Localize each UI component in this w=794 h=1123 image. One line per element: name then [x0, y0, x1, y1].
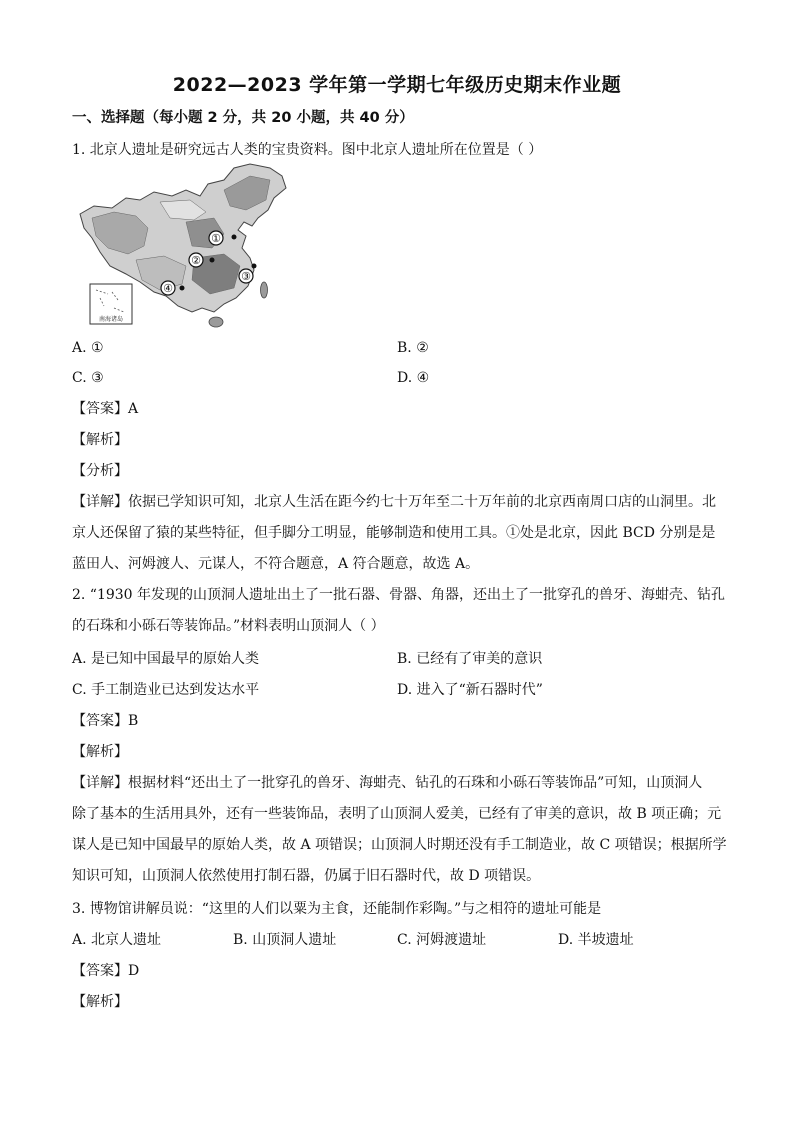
- q1-option-d[interactable]: D. ④: [397, 370, 430, 386]
- q2-answer: 【答案】B: [72, 713, 139, 729]
- q2-option-a[interactable]: A. 是已知中国最早的原始人类: [72, 651, 260, 667]
- question-3-stem: 3. 博物馆讲解员说：“这里的人们以粟为主食，还能制作彩陶。”与之相符的遗址可能是: [72, 901, 602, 917]
- q1-analysis-label: 【解析】: [72, 432, 128, 448]
- marker-1-dot: [232, 235, 237, 240]
- q2-option-c[interactable]: C. 手工制造业已达到发达水平: [72, 682, 260, 698]
- q3-answer: 【答案】D: [72, 963, 140, 979]
- china-map: [74, 162, 296, 332]
- q1-answer: 【答案】A: [72, 401, 139, 417]
- marker-3-label: ③: [241, 270, 251, 283]
- q3-option-a[interactable]: A. 北京人遗址: [72, 932, 162, 948]
- q2-detail-line: 知识可知，山顶洞人依然使用打制石器，仍属于旧石器时代，故 D 项错误。: [72, 868, 541, 884]
- question-2-stem: 2. “1930 年发现的山顶洞人遗址出土了一批石器、骨器、角器，还出土了一批穿孔的兽牙、海蚶壳、钻孔: [72, 587, 726, 603]
- q2-option-d[interactable]: D. 进入了“新石器时代”: [397, 682, 543, 698]
- marker-1-label: ①: [211, 232, 221, 245]
- q2-option-b[interactable]: B. 已经有了审美的意识: [397, 651, 543, 667]
- hainan-island: [209, 317, 223, 327]
- page-title: 2022—2023 学年第一学期七年级历史期末作业题: [172, 74, 622, 96]
- q1-option-b[interactable]: B. ②: [397, 340, 429, 356]
- q3-option-b[interactable]: B. 山顶洞人遗址: [233, 932, 337, 948]
- q1-option-a[interactable]: A. ①: [72, 340, 104, 356]
- marker-3-dot: [252, 264, 257, 269]
- q1-detail-line: 京人还保留了猿的某些特征，但手脚分工明显，能够制造和使用工具。①处是北京，因此 BCD 分别是是: [72, 525, 716, 541]
- q3-analysis-label: 【解析】: [72, 994, 128, 1010]
- q2-detail-line: 【详解】根据材料“还出土了一批穿孔的兽牙、海蚶壳、钻孔的石珠和小砾石等装饰品”可知，山顶洞人: [72, 775, 703, 791]
- question-2-stem: 的石珠和小砾石等装饰品。”材料表明山顶洞人（ ）: [72, 618, 385, 634]
- marker-4-dot: [180, 286, 185, 291]
- question-1-stem: 1. 北京人遗址是研究远古人类的宝贵资料。图中北京人遗址所在位置是（ ）: [72, 142, 543, 158]
- q2-detail-line: 除了基本的生活用具外，还有一些装饰品，表明了山顶洞人爱美，已经有了审美的意识，故 B 项正确；元: [72, 806, 722, 822]
- taiwan-island: [261, 282, 268, 298]
- q3-option-d[interactable]: D. 半坡遗址: [558, 932, 634, 948]
- marker-2-dot: [210, 258, 215, 263]
- q1-fenxi-label: 【分析】: [72, 463, 128, 479]
- section-heading: 一、选择题（每小题 2 分，共 20 小题，共 40 分）: [72, 110, 414, 126]
- q1-option-c[interactable]: C. ③: [72, 370, 104, 386]
- q2-detail-line: 谋人是已知中国最早的原始人类，故 A 项错误；山顶洞人时期还没有手工制造业，故 C 项错误；根据所学: [72, 837, 727, 853]
- q1-detail-line: 【详解】依据已学知识可知，北京人生活在距今约七十万年至二十万年前的北京西南周口店的山洞里。北: [72, 494, 716, 510]
- inset-label: 南海诸岛: [98, 316, 124, 323]
- marker-2-label: ②: [191, 254, 201, 267]
- q2-analysis-label: 【解析】: [72, 744, 128, 760]
- q3-option-c[interactable]: C. 河姆渡遗址: [397, 932, 487, 948]
- q1-detail-line: 蓝田人、河姆渡人、元谋人，不符合题意，A 符合题意，故选 A。: [72, 556, 480, 572]
- marker-4-label: ④: [163, 282, 173, 295]
